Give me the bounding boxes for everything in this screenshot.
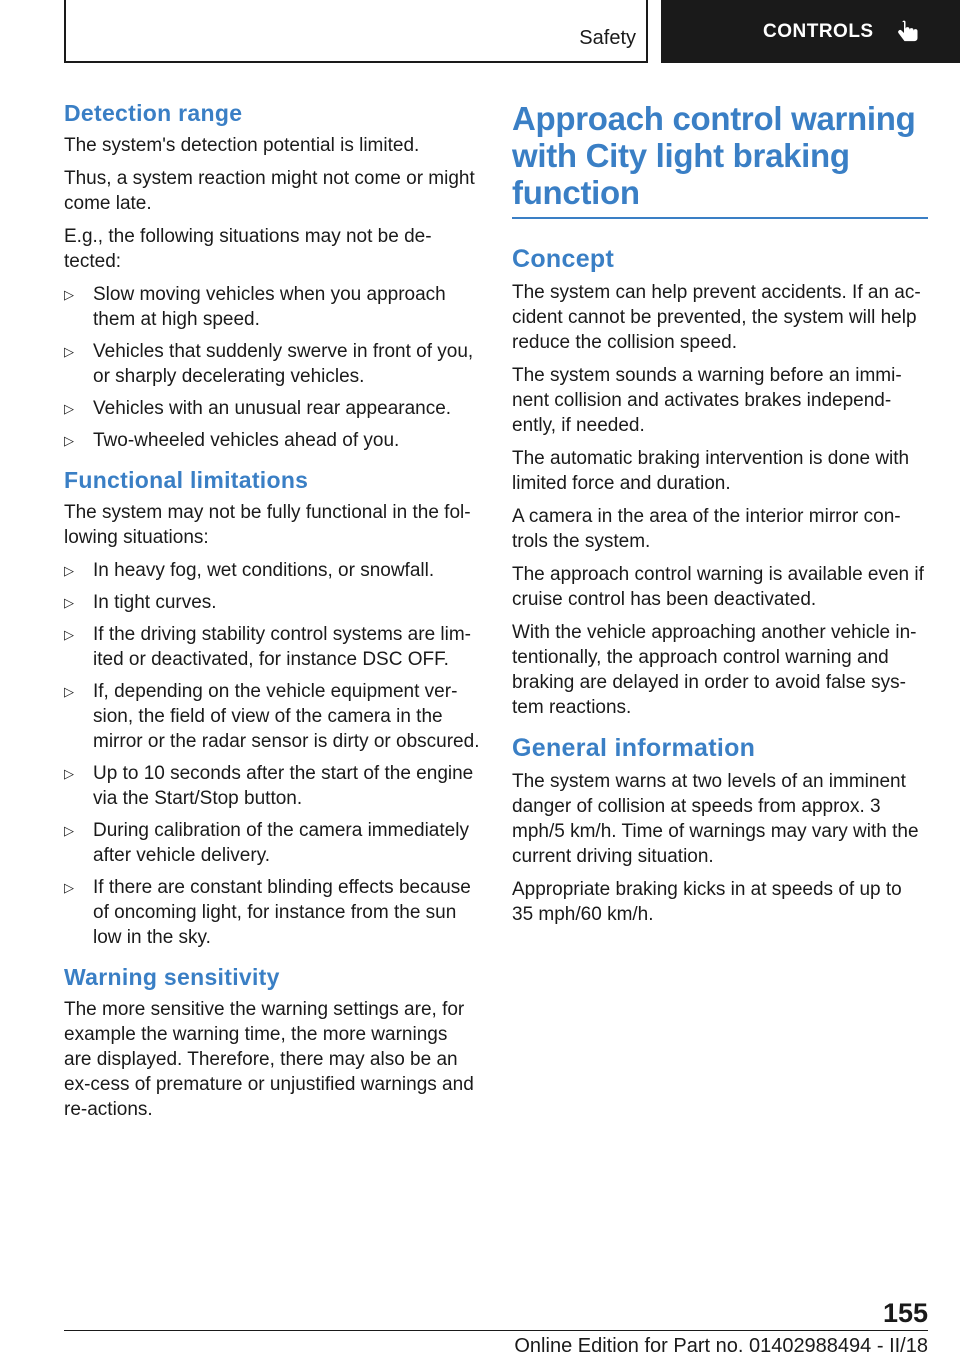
paragraph: Thus, a system reaction might not come or might come late. — [64, 168, 475, 214]
page-number: 155 — [882, 1298, 928, 1328]
footer-divider — [64, 1330, 928, 1331]
general-information-heading: General information — [512, 734, 756, 762]
triangle-bullet-icon: ▷ — [64, 595, 74, 610]
list-item: ▷ Vehicles that suddenly swerve in front of you, or sharply decelerating vehicles. — [64, 341, 474, 387]
triangle-bullet-icon: ▷ — [64, 684, 74, 699]
triangle-bullet-icon: ▷ — [64, 344, 74, 359]
list-item: ▷ If the driving stability control systems are lim‐ited or deactivated, for instance DSC OFF. — [64, 624, 472, 670]
detection-range-heading: Detection range — [64, 100, 243, 126]
list-item: ▷ Up to 10 seconds after the start of the engine via the Start/Stop button. — [64, 763, 474, 809]
warning-sensitivity-heading: Warning sensitivity — [64, 964, 280, 990]
triangle-bullet-icon: ▷ — [64, 401, 74, 416]
right-column — [512, 100, 928, 935]
paragraph: The system's detection potential is limited. — [64, 135, 420, 156]
triangle-bullet-icon: ▷ — [64, 627, 74, 642]
header-chapter-tab — [661, 0, 960, 63]
header-chapter-title: CONTROLS — [763, 20, 874, 42]
paragraph: Appropriate braking kicks in at speeds of up to 35 mph/60 km/h. — [512, 879, 902, 925]
triangle-bullet-icon: ▷ — [64, 433, 74, 448]
triangle-bullet-icon: ▷ — [64, 287, 74, 302]
list-item: ▷ In tight curves. — [64, 592, 217, 613]
concept-heading: Concept — [512, 245, 615, 273]
paragraph: The system warns at two levels of an imminent danger of collision at speeds from approx. 3 mph/5 km/h. Time of warnings may vary with the current driving situation. — [512, 771, 919, 867]
list-item: ▷ Slow moving vehicles when you approach them at high speed. — [64, 284, 446, 330]
list-item: ▷ In heavy fog, wet conditions, or snowfall. — [64, 560, 435, 581]
chapter-title: Approach control warning with City light braking function — [512, 100, 928, 219]
list-item: ▷ Vehicles with an unusual rear appearance. — [64, 398, 452, 419]
paragraph: The system sounds a warning before an immi‐nent collision and activates brakes independ‐ently, if needed. — [512, 365, 902, 436]
header-section-title: Safety — [579, 27, 636, 49]
paragraph: A camera in the area of the interior mirror con‐trols the system. — [512, 506, 901, 552]
warning-sensitivity-section — [64, 964, 480, 1122]
list-item: ▷ Two-wheeled vehicles ahead of you. — [64, 430, 400, 451]
paragraph: The system may not be fully functional in the fol‐lowing situations: — [64, 502, 471, 548]
paragraph: With the vehicle approaching another vehicle in‐tentionally, the approach control warning and braking are delayed in order to avoid false sys‐tem reactions. — [512, 622, 917, 718]
list-item: ▷ During calibration of the camera immediately after vehicle delivery. — [64, 820, 469, 866]
hand-pointer-icon — [894, 18, 922, 46]
list-item: ▷ If there are constant blinding effects because of oncoming light, for instance from the sun low in the sky. — [64, 877, 471, 948]
paragraph: The more sensitive the warning settings are, for example the warning time, the more warnings are displayed. Therefore, there may also be an ex‐cess of premature or unjustified warnings and re‐actions. — [64, 999, 474, 1120]
edition-note: Online Edition for Part no. 01402988494 - II/18 — [514, 1335, 928, 1357]
paragraph: The automatic braking intervention is done with limited force and duration. — [512, 448, 910, 494]
paragraph: The approach control warning is available even if cruise control has been deactivated. — [512, 564, 924, 610]
functional-limitations-section — [64, 467, 480, 950]
limitations-list — [64, 558, 480, 950]
detection-list — [64, 282, 480, 453]
paragraph: E.g., the following situations may not be de‐tected: — [64, 226, 432, 272]
triangle-bullet-icon: ▷ — [64, 563, 74, 578]
functional-limitations-heading: Functional limitations — [64, 467, 309, 493]
header-box — [64, 0, 648, 63]
triangle-bullet-icon: ▷ — [64, 880, 74, 895]
triangle-bullet-icon: ▷ — [64, 823, 74, 838]
detection-range-section — [64, 100, 480, 453]
left-column — [64, 100, 480, 1130]
paragraph: The system can help prevent accidents. If an ac‐cident cannot be prevented, the system will help reduce the collision speed. — [512, 282, 921, 353]
triangle-bullet-icon: ▷ — [64, 766, 74, 781]
list-item: ▷ If, depending on the vehicle equipment ver‐sion, the field of view of the camera in the mirror or the radar sensor is dirty or obscured. — [64, 681, 480, 752]
